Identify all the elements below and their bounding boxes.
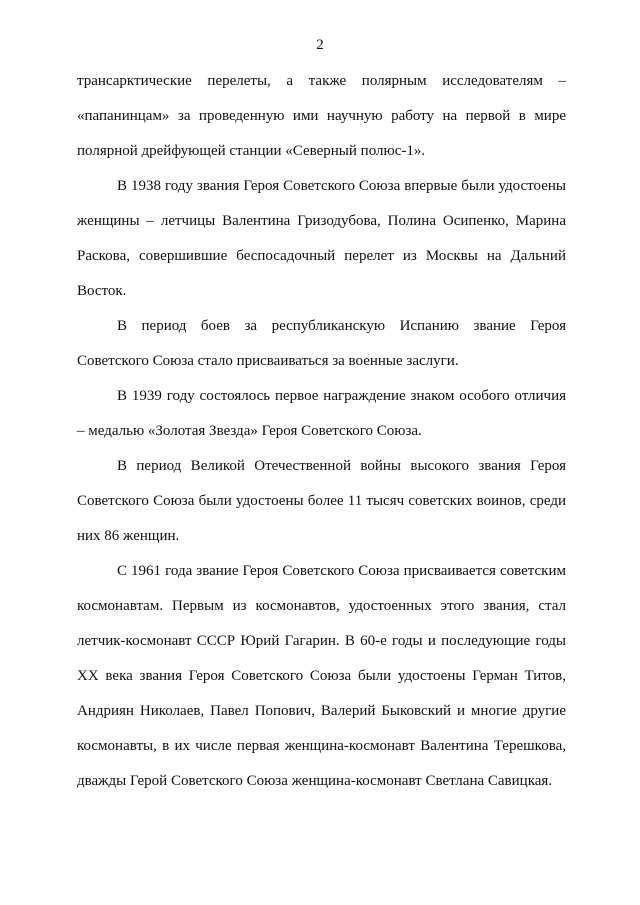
document-body xyxy=(77,64,566,799)
paragraph-1961-cosmonauts: С 1961 года звание Героя Советского Союза присваивается советским космонавтам. Первым из космонавтов, удостоенных этого звания, стал летчик-космонавт СССР Юрий Гагарин. В 60-е годы и последующие годы XX века звания Героя Советского Союза были удостоены Герман Титов, Андриян Николаев, Павел Попович, Валерий Быковский и многие другие космонавты, в их числе первая женщина-космонавт Валентина Терешкова, дважды Герой Советского Союза женщина-космонавт Светлана Савицкая. xyxy=(77,563,566,789)
page-number: 2 xyxy=(316,37,324,53)
paragraph-great-patriotic-war: В период Великой Отечественной войны высокого звания Героя Советского Союза были удостоены более 11 тысяч советских воинов, среди них 86 женщин. xyxy=(77,458,566,544)
paragraph-polar-explorers: трансарктические перелеты, а также полярным исследователям – «папанинцам» за проведенную ими научную работу на первой в мире полярной дрейфующей станции «Северный полюс-1». xyxy=(77,73,566,159)
paragraph-1939-gold-star: В 1939 году состоялось первое награждение знаком особого отличия – медалью «Золотая Звезда» Героя Советского Союза. xyxy=(77,388,566,439)
paragraph-1938-women-pilots: В 1938 году звания Героя Советского Союза впервые были удостоены женщины – летчицы Валентина Гризодубова, Полина Осипенко, Марина Раскова, совершившие беспосадочный перелет из Москвы на Дальний Восток. xyxy=(77,178,566,299)
paragraph-spain-military-merits: В период боев за республиканскую Испанию звание Героя Советского Союза стало присваиваться за военные заслуги. xyxy=(77,318,566,369)
